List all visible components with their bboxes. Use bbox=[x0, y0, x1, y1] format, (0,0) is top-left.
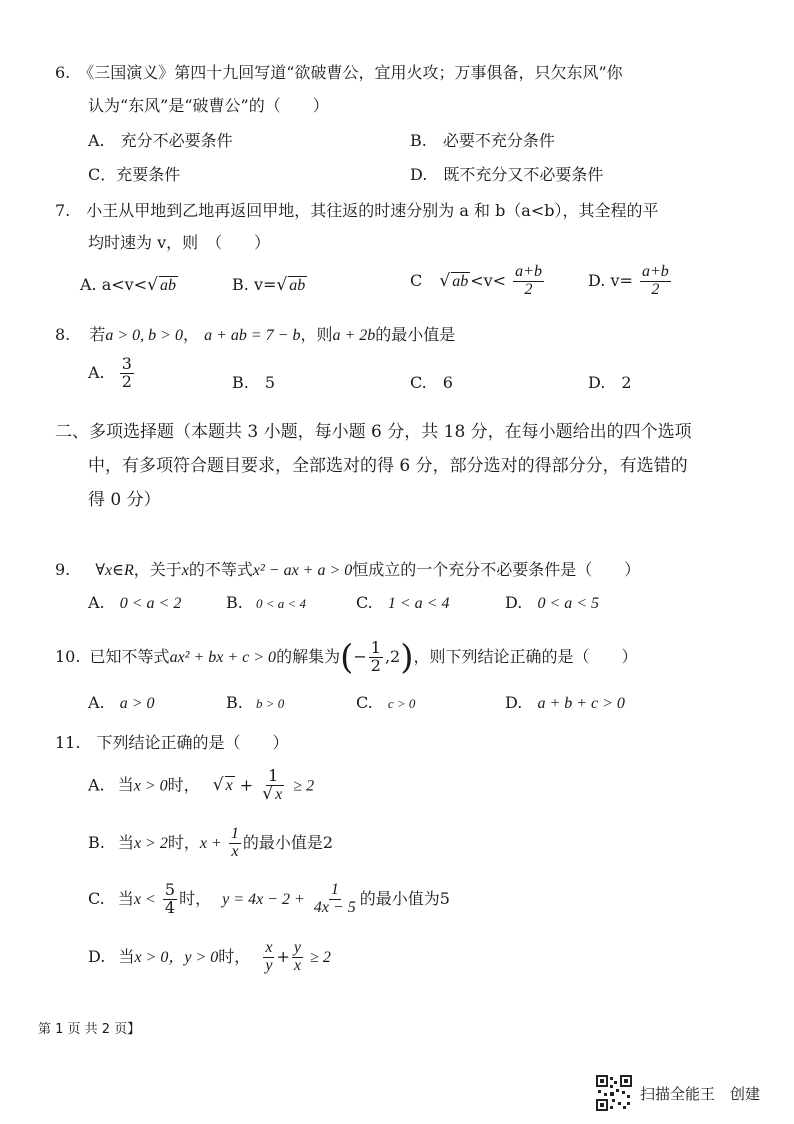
q6-stem-line2: 认为“东风”是“破曹公”的（ ） bbox=[88, 96, 329, 115]
q9-option-b: B. 0 < a < 4 bbox=[226, 593, 306, 612]
q10-stem: 10. 已知不等式ax² + bx + c > 0的解集为(− $\frac{1}{2}$ ,2)，则下列结论正确的是（ ） bbox=[55, 637, 638, 678]
q6-option-b: B. 必要不充分条件 bbox=[410, 131, 555, 150]
q8-option-b: B. 5 bbox=[232, 373, 276, 392]
q7-option-a: A. a<v<√ ab bbox=[80, 275, 176, 295]
section2-line1: 二、多项选择题（本题共 3 小题，每小题 6 分，共 18 分，在每小题给出的四个选项 bbox=[55, 422, 692, 442]
q8-option-a: A. $\frac{3}{2}$ bbox=[88, 354, 132, 391]
q7-option-d: D. v= $\frac{a+b}{2}$ bbox=[588, 263, 669, 298]
qr-code-icon bbox=[596, 1075, 632, 1111]
q8-option-d: D. 2 bbox=[588, 373, 632, 392]
q6-option-d: D. 既不充分又不必要条件 bbox=[410, 165, 604, 184]
q9-stem: 9. ∀x∈R，关于x的不等式x² − ax + a > 0恒成立的一个充分不必要条件是（ ） bbox=[55, 560, 641, 579]
q8-stem: 8. 若a > 0, b > 0， a + ab = 7 − b，则a + 2b的最小值是 bbox=[55, 325, 456, 344]
q11-option-d: D. 当x > 0，y > 0时， $\frac{x}{y}$ + $\frac{y}{x}$ ≥ 2 bbox=[88, 939, 331, 974]
q11-option-b: B. 当x > 2时，x + $\frac{1}{x}$ 的最小值是2 bbox=[88, 825, 334, 860]
page-number: 第 1 页 共 2 页】 bbox=[38, 1022, 141, 1037]
q11-option-c: C. 当x < $\frac{5}{4}$ 时， y = 4x − 2 + $\frac{1}{4x - 5}$ 的最小值为5 bbox=[88, 880, 450, 917]
q7-stem-line1: 7. 小王从甲地到乙地再返回甲地，其往返的时速分别为 a 和 b（a<b），其全程的平 bbox=[55, 201, 659, 220]
q7-stem-line2: 均时速为 v，则 （ ） bbox=[88, 233, 271, 252]
q10-option-d: D. a + b + c > 0 bbox=[505, 693, 625, 712]
q10-option-b: B. b > 0 bbox=[226, 693, 285, 712]
q7-option-b: B. v=√ ab bbox=[232, 275, 306, 295]
q8-option-c: C. 6 bbox=[410, 373, 453, 392]
q9-option-a: A. 0 < a < 2 bbox=[88, 593, 182, 612]
q6-option-a: A. 充分不必要条件 bbox=[88, 131, 233, 150]
section2-line2: 中，有多项符合题目要求，全部选对的得 6 分，部分选对的得部分分，有选错的 bbox=[88, 456, 688, 476]
section2-line3: 得 0 分） bbox=[88, 490, 161, 510]
q7-option-c: C √ ab <v< $\frac{a+b}{2}$ bbox=[410, 263, 542, 298]
q6-stem-line1: 6. 《三国演义》第四十九回写道“欲破曹公，宜用火攻；万事俱备，只欠东风”你 bbox=[55, 63, 623, 82]
q10-option-c: C. c > 0 bbox=[356, 693, 416, 712]
q11-stem: 11. 下列结论正确的是（ ） bbox=[55, 733, 289, 752]
q9-option-d: D. 0 < a < 5 bbox=[505, 593, 600, 612]
q9-option-c: C. 1 < a < 4 bbox=[356, 593, 450, 612]
q6-option-c: C．充要条件 bbox=[88, 165, 181, 184]
scanner-watermark: 扫描全能王 创建 bbox=[640, 1085, 761, 1103]
q10-option-a: A. a > 0 bbox=[88, 693, 155, 712]
q11-option-a: A. 当x > 0时， √ x + $\frac{1}{√ x}$ ≥ 2 bbox=[88, 766, 315, 804]
